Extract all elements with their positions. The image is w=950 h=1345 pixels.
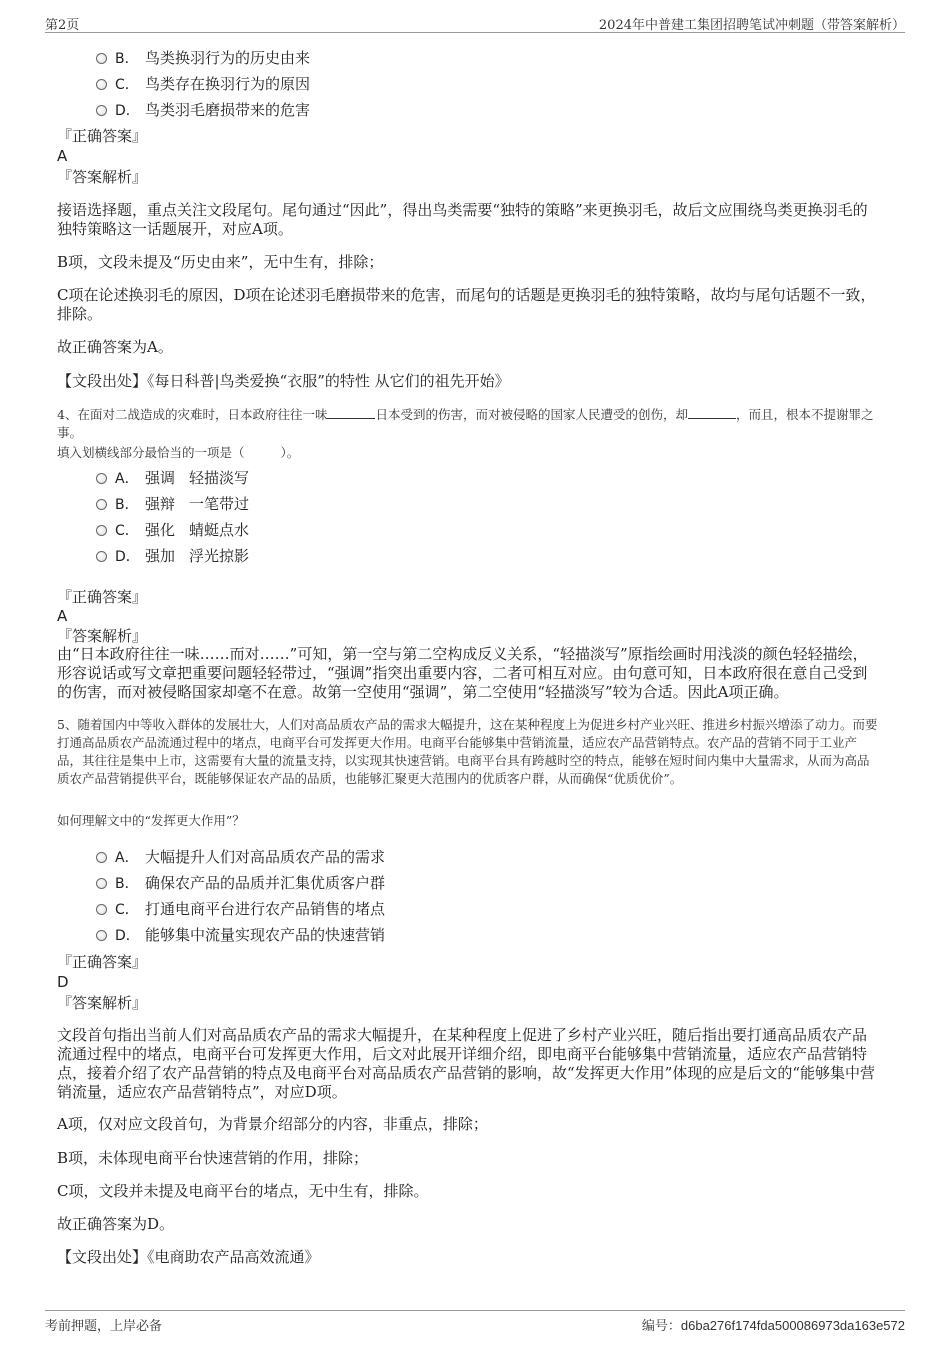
q5-analysis-p1: 文段首句指出当前人们对高品质农产品的需求大幅提升，在某种程度上促进了乡村产业兴旺，随后指出要打通高品质农产品流通过程中的堵点，电商平台可发挥更大作用，后文对此展开详细介绍，即电商平台能够集中营销流量，适应农产品营销特点，接着介绍了农产品营销的特点及电商平台对高品质农产品营销的影响，故“发挥更大作用”体现的应是后文的“能够集中营销流量，适应农产品营销特点”，对应D项。 xyxy=(57,1026,876,1101)
q3-analysis-label: 『答案解析』 xyxy=(57,168,148,186)
q5-option-b[interactable]: B． 确保农产品的品质并汇集优质客户群 xyxy=(96,874,385,893)
q5-analysis-p3: B项，未体现电商平台快速营销的作用，排除； xyxy=(57,1149,369,1167)
q5-correct-answer-label: 『正确答案』 xyxy=(57,953,148,971)
page-number: 第2页 xyxy=(45,18,80,33)
q3-option-d[interactable]: D． 鸟类羽毛磨损带来的危害 xyxy=(96,101,310,120)
radio-icon[interactable] xyxy=(96,878,107,889)
blank-line xyxy=(688,406,736,419)
radio-icon[interactable] xyxy=(96,79,107,90)
q5-analysis-label: 『答案解析』 xyxy=(57,994,148,1012)
radio-icon[interactable] xyxy=(96,904,107,915)
document-code: 编号：d6ba276f174fda500086973da163e572 xyxy=(641,1318,905,1334)
document-title: 2024年中普建工集团招聘笔试冲刺题（带答案解析） xyxy=(598,18,905,33)
q3-correct-answer-label: 『正确答案』 xyxy=(57,127,148,145)
q4-option-c[interactable]: C． 强化 蜻蜓点水 xyxy=(96,521,249,540)
q4-answer: A xyxy=(57,607,68,625)
q3-analysis-p4: 故正确答案为A。 xyxy=(57,338,173,356)
radio-icon[interactable] xyxy=(96,473,107,484)
q3-answer: A xyxy=(57,147,68,165)
q3-analysis-p3: C项在论述换羽毛的原因，D项在论述羽毛磨损带来的危害，而尾句的话题是更换羽毛的独特策略，故均与尾句话题不一致，排除。 xyxy=(57,286,876,323)
q4-option-b[interactable]: B． 强辩 一笔带过 xyxy=(96,495,249,514)
page-footer xyxy=(45,1310,905,1333)
q5-source: 【文段出处】《电商助农产品高效流通》 xyxy=(57,1248,320,1266)
blank-line xyxy=(327,406,375,419)
footer-slogan: 考前押题，上岸必备 xyxy=(45,1319,163,1334)
q4-analysis: 由“日本政府往往一味……而对……”可知，第一空与第二空构成反义关系，“轻描淡写”原指绘画时用浅淡的颜色轻轻描绘，形容说话或写文章把重要问题轻轻带过，“强调”指突出重要内容，二者可相互对应。由句意可知，日本政府很在意自己受到的伤害，而对被侵略国家却毫不在意。故第一空使用“强调”，第二空使用“轻描淡写”较为合适。因此A项正确。 xyxy=(57,645,868,701)
q4-option-d[interactable]: D． 强加 浮光掠影 xyxy=(96,547,249,566)
q3-analysis-p2: B项，文段未提及“历史由来”，无中生有，排除； xyxy=(57,253,384,271)
q5-option-a[interactable]: A． 大幅提升人们对高品质农产品的需求 xyxy=(96,848,385,867)
radio-icon[interactable] xyxy=(96,930,107,941)
radio-icon[interactable] xyxy=(96,525,107,536)
q4-analysis-label: 『答案解析』 xyxy=(57,627,148,645)
q5-analysis-p5: 故正确答案为D。 xyxy=(57,1215,175,1233)
q5-option-c[interactable]: C． 打通电商平台进行农产品销售的堵点 xyxy=(96,900,385,919)
q5-option-d[interactable]: D． 能够集中流量实现农产品的快速营销 xyxy=(96,926,385,945)
q4-prompt: 填入划横线部分最恰当的一项是（ ）。 xyxy=(57,445,300,460)
page-header xyxy=(45,12,905,33)
q4-correct-answer-label: 『正确答案』 xyxy=(57,588,148,606)
q4-option-a[interactable]: A． 强调 轻描淡写 xyxy=(96,469,249,488)
q5-analysis-p2: A项，仅对应文段首句，为背景介绍部分的内容，非重点，排除； xyxy=(57,1115,488,1133)
radio-icon[interactable] xyxy=(96,105,107,116)
q3-analysis-p1: 接语选择题，重点关注文段尾句。尾句通过“因此”，得出鸟类需要“独特的策略”来更换羽毛，故后文应围绕鸟类更换羽毛的独特策略这一话题展开，对应A项。 xyxy=(57,201,868,238)
q5-stem: 5、随着国内中等收入群体的发展壮大，人们对高品质农产品的需求大幅提升，这在某种程度上为促进乡村产业兴旺、推进乡村振兴增添了动力。而要打通高品质农产品流通过程中的堵点，电商平台可发挥更大作用。电商平台能够集中营销流量，适应农产品营销特点。农产品的营销不同于工业产品，其往往是集中上市，这需要有大量的流量支持，以实现其快速营销。电商平台具有跨越时空的特点，能够在短时间内集中大量需求，从而为高品质农产品营销提供平台，既能够保证农产品的品质，也能够汇聚更大范围内的优质客户群，从而确保“优质优价”。 xyxy=(57,717,878,786)
q5-question: 如何理解文中的“发挥更大作用”？ xyxy=(57,813,245,828)
q4-stem: 4、在面对二战造成的灾难时，日本政府往往一味 日本受到的伤害，而对被侵略的国家人民遭受的创伤，却 ，而且，根本不提谢罪之事。 xyxy=(57,407,874,440)
radio-icon[interactable] xyxy=(96,499,107,510)
q3-source: 【文段出处】《每日科普|鸟类爱换“衣服”的特性 从它们的祖先开始》 xyxy=(57,372,510,390)
radio-icon[interactable] xyxy=(96,551,107,562)
q3-option-c[interactable]: C． 鸟类存在换羽行为的原因 xyxy=(96,75,310,94)
radio-icon[interactable] xyxy=(96,53,107,64)
q5-analysis-p4: C项，文段并未提及电商平台的堵点，无中生有，排除。 xyxy=(57,1182,429,1200)
q3-option-b[interactable]: B． 鸟类换羽行为的历史由来 xyxy=(96,49,310,68)
q5-answer: D xyxy=(57,973,69,991)
radio-icon[interactable] xyxy=(96,852,107,863)
